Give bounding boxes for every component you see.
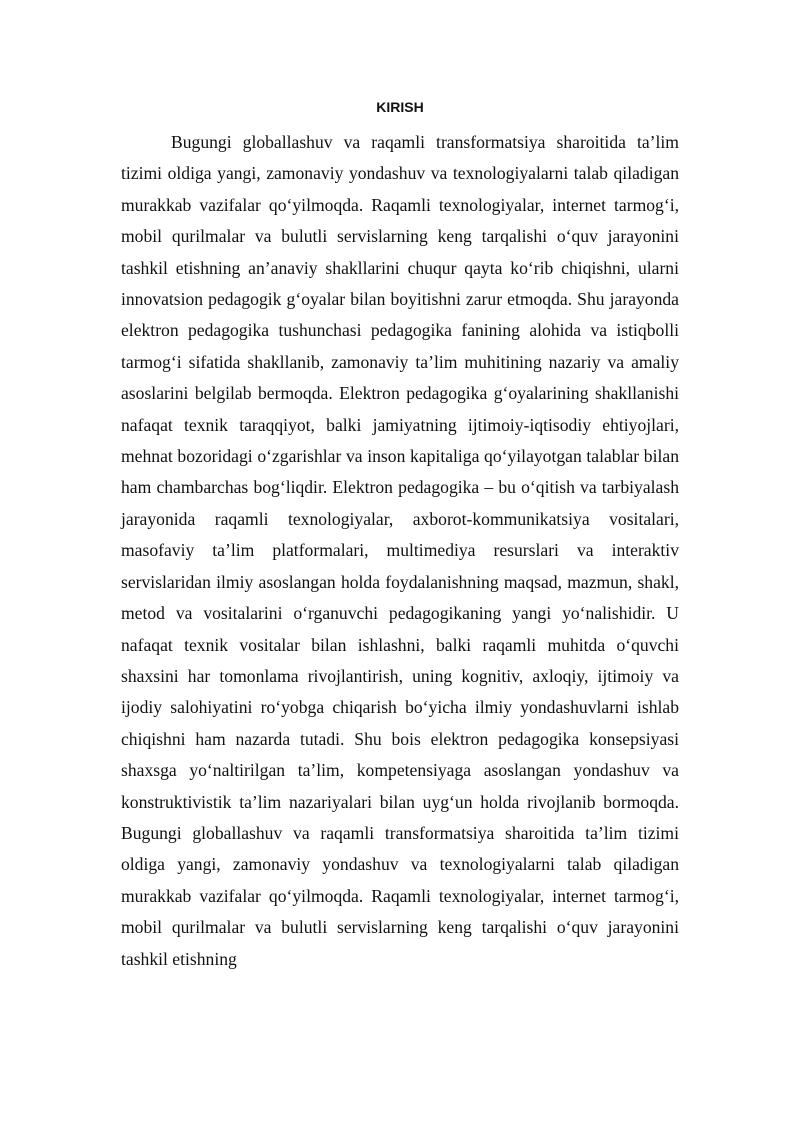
section-heading: KIRISH <box>376 99 424 115</box>
body-paragraph: Bugungi globallashuv va raqamli transformatsiya sharoitida ta’lim tizimi oldiga yangi, zamonaviy yondashuv va texnologiyalarni talab qiladigan murakkab vazifalar qo‘yilmoqda. Raqamli texnologiyalar, internet tarmog‘i, mobil qurilmalar va bulutli servislarning keng tarqalishi o‘quv jarayonini tashkil etishning an’anaviy shakllarini chuqur qayta ko‘rib chiqishni, ularni innovatsion pedagogik g‘oyalar bilan boyitishni zarur etmoqda. Shu jarayonda elektron pedagogika tushunchasi pedagogika fanining alohida va istiqbolli tarmog‘i sifatida shakllanib, zamonaviy ta’lim muhitining nazariy va amaliy asoslarini belgilab bermoqda. Elektron pedagogika g‘oyalarining shakllanishi nafaqat texnik taraqqiyot, balki jamiyatning ijtimoiy-iqtisodiy ehtiyojlari, mehnat bozoridagi o‘zgarishlar va inson kapitaliga qo‘yilayotgan talablar bilan ham chambarchas bog‘liqdir. Elektron pedagogika – bu o‘qitish va tarbiyalash jarayonida raqamli texnologiyalar, axborot-kommunikatsiya vositalari, masofaviy ta’lim platformalari, multimediya resurslari va interaktiv servislaridan ilmiy asoslangan holda foydalanishning maqsad, mazmun, shakl, metod va vositalarini o‘rganuvchi pedagogikaning yangi yo‘nalishidir. U nafaqat texnik vositalar bilan ishlashni, balki raqamli muhitda o‘quvchi shaxsini har tomonlama rivojlantirish, uning kognitiv, axloqiy, ijtimoiy va ijodiy salohiyatini ro‘yobga chiqarish bo‘yicha ilmiy yondashuvlarni ishlab chiqishni ham nazarda tutadi. Shu bois elektron pedagogika konsepsiyasi shaxsga yo‘naltirilgan ta’lim, kompetensiyaga asoslangan yondashuv va konstruktivistik ta’lim nazariyalari bilan uyg‘un holda rivojlanib bormoqda. Bugungi globallashuv va raqamli transformatsiya sharoitida ta’lim tizimi oldiga yangi, zamonaviy yondashuv va texnologiyalarni talab qiladigan murakkab vazifalar qo‘yilmoqda. Raqamli texnologiyalar, internet tarmog‘i, mobil qurilmalar va bulutli servislarning keng tarqalishi o‘quv jarayonini tashkil etishning <box>121 132 679 969</box>
